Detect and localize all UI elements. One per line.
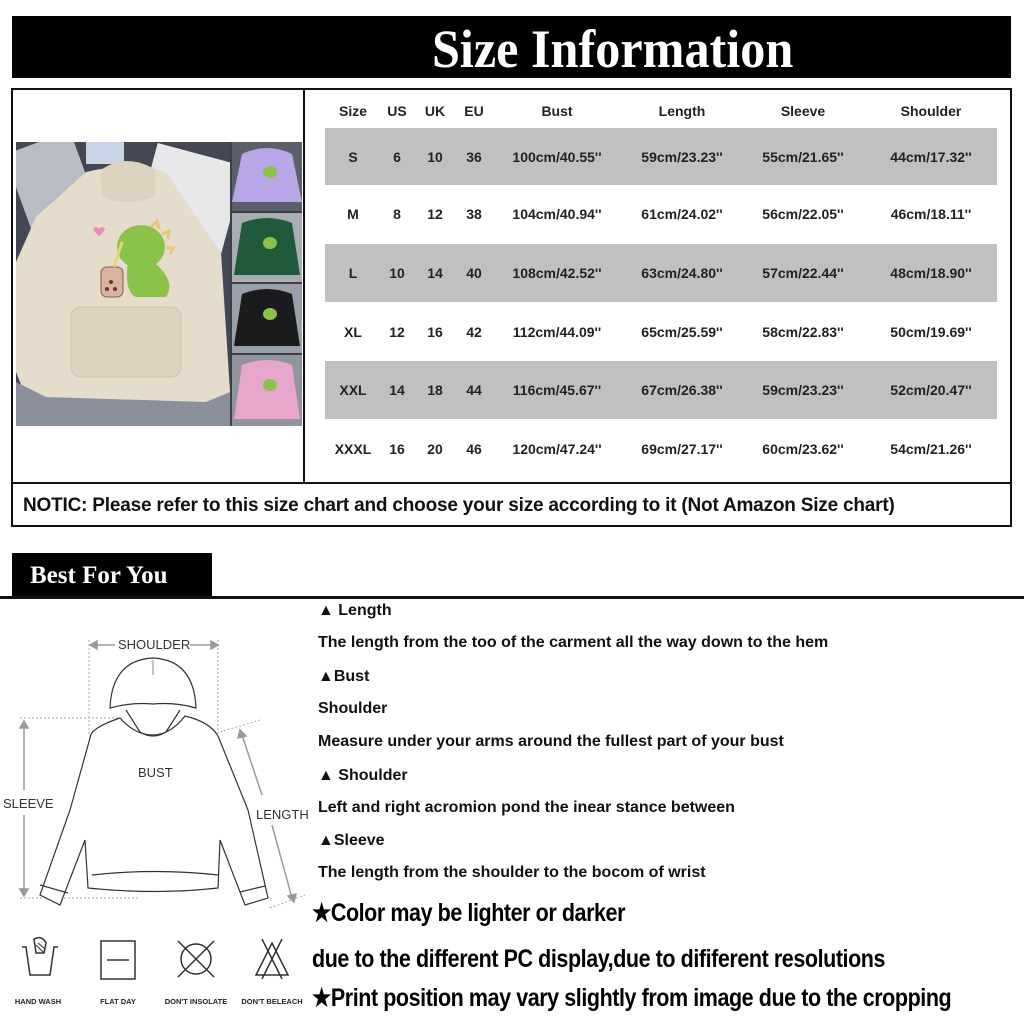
label-length: LENGTH	[256, 807, 309, 822]
cell-length: 65cm/25.59''	[641, 324, 723, 340]
note-color: ★Color may be lighter or darker	[312, 899, 626, 927]
cell-us: 10	[389, 265, 405, 281]
note-print-position: ★Print position may vary slightly from image due to the cropping	[312, 984, 952, 1012]
label-bust: BUST	[138, 765, 173, 780]
cell-size: XXL	[339, 382, 367, 398]
cell-us: 16	[389, 441, 405, 457]
heading-length: ▲ Length	[318, 602, 392, 619]
care-label: DON'T BELEACH	[241, 997, 303, 1006]
text-shoulder: Left and right acromion pond the inear stance between	[318, 799, 735, 816]
cell-eu: 44	[466, 382, 482, 398]
text-sleeve: The length from the shoulder to the bocom of wrist	[318, 864, 706, 881]
care-instructions	[0, 935, 310, 1024]
cell-sleeve: 58cm/22.83''	[762, 324, 844, 340]
size-information-banner	[12, 16, 1011, 78]
size-chart-notice: NOTIC: Please refer to this size chart and choose your size according to it (Not Amazon Size chart)	[13, 482, 1010, 525]
text-bust-label: Shoulder	[318, 700, 388, 717]
table-row	[325, 303, 997, 361]
cell-us: 12	[389, 324, 405, 340]
cell-bust: 116cm/45.67''	[512, 382, 602, 398]
cell-bust: 108cm/42.52''	[512, 265, 602, 281]
cell-shoulder: 48cm/18.90''	[890, 265, 972, 281]
cell-shoulder: 52cm/20.47''	[890, 382, 972, 398]
variant-thumb-black[interactable]	[232, 284, 302, 353]
text-length: The length from the too of the carment all the way down to the hem	[318, 634, 829, 651]
section-divider	[0, 596, 1024, 599]
col-header-shoulder: Shoulder	[900, 103, 962, 119]
cell-shoulder: 46cm/18.11''	[890, 206, 972, 222]
cell-us: 14	[389, 382, 405, 398]
cell-length: 67cm/26.38''	[641, 382, 723, 398]
cell-uk: 14	[427, 265, 443, 281]
col-header-eu: EU	[464, 103, 484, 119]
table-row	[325, 361, 997, 419]
cell-length: 63cm/24.80''	[641, 265, 723, 281]
heading-bust: ▲Bust	[318, 668, 370, 685]
cell-eu: 42	[466, 324, 482, 340]
cell-uk: 12	[427, 206, 443, 222]
hoodie-measurement-diagram	[0, 610, 310, 920]
cell-sleeve: 55cm/21.65''	[762, 148, 844, 165]
cell-eu: 46	[466, 441, 482, 457]
cell-sleeve: 56cm/22.05''	[762, 206, 844, 222]
cell-shoulder: 54cm/21.26''	[890, 441, 972, 457]
cell-size: L	[348, 265, 358, 281]
table-row	[325, 186, 997, 242]
cell-bust: 104cm/40.94''	[512, 206, 602, 222]
main-hoodie-photo	[16, 142, 230, 426]
cell-sleeve: 57cm/22.44''	[762, 265, 844, 281]
do-not-insolate-icon	[176, 935, 216, 981]
cell-bust: 100cm/40.55''	[512, 148, 602, 165]
cell-uk: 10	[427, 148, 443, 165]
care-flat-dry	[80, 935, 156, 1006]
cell-length: 61cm/24.02''	[641, 206, 723, 222]
cell-size: S	[348, 148, 358, 165]
col-header-uk: UK	[424, 103, 446, 119]
col-header-sleeve: Sleeve	[780, 103, 826, 119]
best-for-you-heading: Best For You	[12, 553, 212, 597]
variant-thumb-pink[interactable]	[232, 355, 302, 424]
care-label: FLAT DAY	[100, 997, 136, 1006]
col-header-us: US	[387, 103, 407, 119]
cell-bust: 112cm/44.09''	[512, 324, 602, 340]
care-hand-wash	[0, 935, 76, 1006]
cell-length: 59cm/23.23''	[641, 148, 723, 165]
cell-eu: 38	[466, 206, 482, 222]
cell-length: 69cm/27.17''	[641, 441, 723, 457]
label-shoulder: SHOULDER	[118, 637, 191, 652]
cell-shoulder: 50cm/19.69''	[890, 324, 972, 340]
cell-size: XL	[344, 324, 362, 340]
care-do-not-insolate	[158, 935, 234, 1006]
product-photo-cell	[13, 90, 305, 482]
variant-thumb-purple[interactable]	[232, 142, 302, 211]
do-not-bleach-icon	[252, 935, 292, 981]
cell-shoulder: 44cm/17.32''	[890, 148, 972, 165]
flat-dry-icon	[98, 935, 138, 981]
page-title: Size Information	[432, 19, 794, 79]
size-table-header	[325, 96, 997, 126]
cell-us: 6	[393, 148, 401, 165]
care-label: HAND WASH	[14, 997, 62, 1006]
heading-shoulder: ▲ Shoulder	[318, 767, 408, 784]
care-label: DON'T INSOLATE	[164, 997, 228, 1006]
size-table	[307, 90, 1010, 482]
col-header-bust: Bust	[541, 103, 573, 119]
hand-wash-icon	[18, 935, 58, 981]
care-do-not-bleach	[234, 935, 310, 1006]
variant-thumb-green[interactable]	[232, 213, 302, 282]
heading-sleeve: ▲Sleeve	[318, 832, 385, 849]
cell-us: 8	[393, 206, 401, 222]
cell-uk: 16	[427, 324, 443, 340]
cell-eu: 36	[466, 148, 482, 165]
cell-sleeve: 59cm/23.23''	[762, 382, 844, 398]
table-row	[325, 128, 997, 185]
label-sleeve: SLEEVE	[3, 796, 54, 811]
cell-uk: 20	[427, 441, 443, 457]
col-header-length: Length	[658, 103, 706, 119]
product-photo	[16, 142, 302, 426]
table-row	[325, 420, 997, 478]
text-bust: Measure under your arms around the fullest part of your bust	[318, 733, 784, 750]
cell-uk: 18	[427, 382, 443, 398]
note-display: due to the different PC display,due to dififerent resolutions	[312, 945, 886, 973]
cell-size: M	[347, 206, 359, 222]
size-chart-box	[11, 88, 1012, 527]
col-header-size: Size	[338, 103, 367, 119]
cell-bust: 120cm/47.24''	[512, 441, 602, 457]
cell-eu: 40	[466, 265, 482, 281]
cell-size: XXXL	[334, 441, 372, 457]
cell-sleeve: 60cm/23.62''	[762, 441, 844, 457]
table-row	[325, 244, 997, 302]
